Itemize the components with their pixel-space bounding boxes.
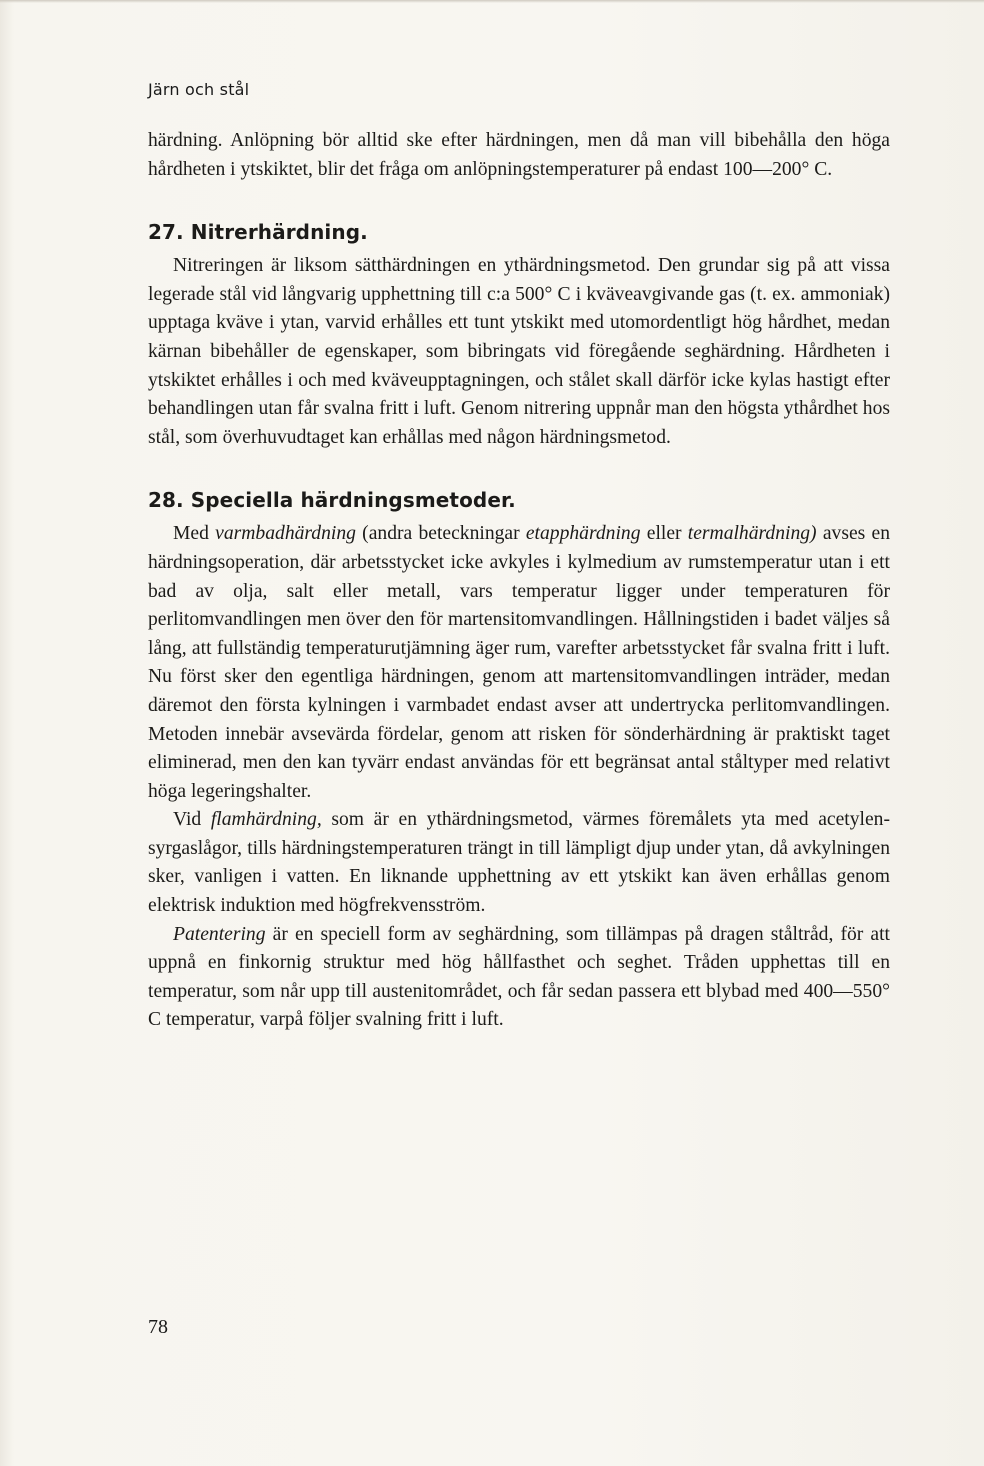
patentering-term: Patentering — [173, 923, 266, 945]
section-28-number: 28. — [148, 488, 184, 513]
running-head: Järn och stål — [148, 80, 250, 99]
varmbad-text-4: avses en härdningsoperation, där arbetsstycket icke avkyles i kylmedium av rumstemperatur utan i ett bad av olja, salt eller metall, vars temperatur ligger under temperaturen för perlitomvandlingen men över den för martensitomvandlingen. Hållningstiden i badet väljes så lång, att fullständig temperaturutjämning äger rum, varefter arbetsstycket får svalna fritt i luft. Nu först sker den egentliga härdningen, genom att martensitomvandlingen inträder, medan däremot den första kylningen i varmbadet endast avser att undertrycka perlitomvandlingen. Metoden innebär avsevärda fördelar, genom att risken för sönderhärdning är praktiskt taget eliminerad, men den kan tyvärr endast användas för ett begränsat antal ståltyper med relativt höga legeringshalter. — [148, 523, 890, 802]
page-number: 78 — [148, 1316, 168, 1338]
varmbad-text-2: (andra beteckningar — [355, 523, 526, 545]
flam-text-1: Vid — [173, 809, 211, 831]
flam-paragraph — [148, 806, 890, 920]
varmbad-text-1: Med — [173, 523, 216, 545]
section-27-paragraph: Nitreringen är liksom sätthärdningen en ythärdningsmetod. Den grundar sig på att vissa legerade stål vid långvarig upphettning till c:a 500° C i kväveavgivande gas (t. ex. ammoniak) upptaga kväve i ytan, varvid erhålles ett tunt ytskikt med utomordentligt hög hårdhet, medan kärnan bibehåller de egenskaper, som bibringats vid föregående seghärdning. Hårdheten i ytskiktet erhålles i och med kväveupptagningen, och stålet skall därför icke kylas hastigt efter behandlingen utan får svalna fritt i luft. Genom nitrering uppnår man den högsta ythårdhet hos stål, som överhuvudtaget kan erhållas med någon härdningsmetod. — [148, 255, 890, 448]
flam-text-2: som är en ythärdningsmetod, värmes föremålets yta med acetylen-syrgaslågor, tills härdningstemperaturen trängt in till lämpligt djup under ytan, då avkylningen sker, vanligen i vatten. En liknande upphettning av ett ytskikt kan även erhållas genom elektrisk induktion med högfrekvensström. — [148, 809, 890, 917]
section-27-heading — [148, 218, 890, 246]
varmbad-term: varmbadhärdning — [215, 523, 356, 545]
section-28-heading — [148, 486, 890, 514]
termal-term: termalhärdning) — [687, 523, 817, 545]
intro-paragraph: härdning. Anlöpning bör alltid ske efter härdningen, men då man vill bibehålla den höga hårdheten i ytskiktet, blir det fråga om anlöpningstemperaturer på endast 100—200° C. — [148, 130, 890, 180]
varmbad-text-3: eller — [640, 523, 688, 545]
page-top-edge — [0, 0, 984, 3]
varmbad-paragraph — [148, 520, 890, 806]
section-27-title: Nitrerhärdning. — [190, 220, 368, 245]
patentering-paragraph — [148, 921, 890, 1035]
patentering-text: är en speciell form av seghärdning, som tillämpas på dragen ståltråd, för att uppnå en finkornig struktur med hög hållfasthet och seghet. Tråden upphettas till en temperatur, som når upp till austenitområdet, och får sedan passera ett blybad med 400—550° C temperatur, varpå följer svalning fritt i luft. — [148, 923, 890, 1031]
section-28-title: Speciella härdningsmetoder. — [190, 488, 516, 513]
flam-term: flamhärdning, — [210, 809, 322, 831]
body-text — [148, 127, 890, 1035]
etapp-term: etapphärdning — [525, 523, 641, 545]
section-27-number: 27. — [148, 220, 184, 245]
